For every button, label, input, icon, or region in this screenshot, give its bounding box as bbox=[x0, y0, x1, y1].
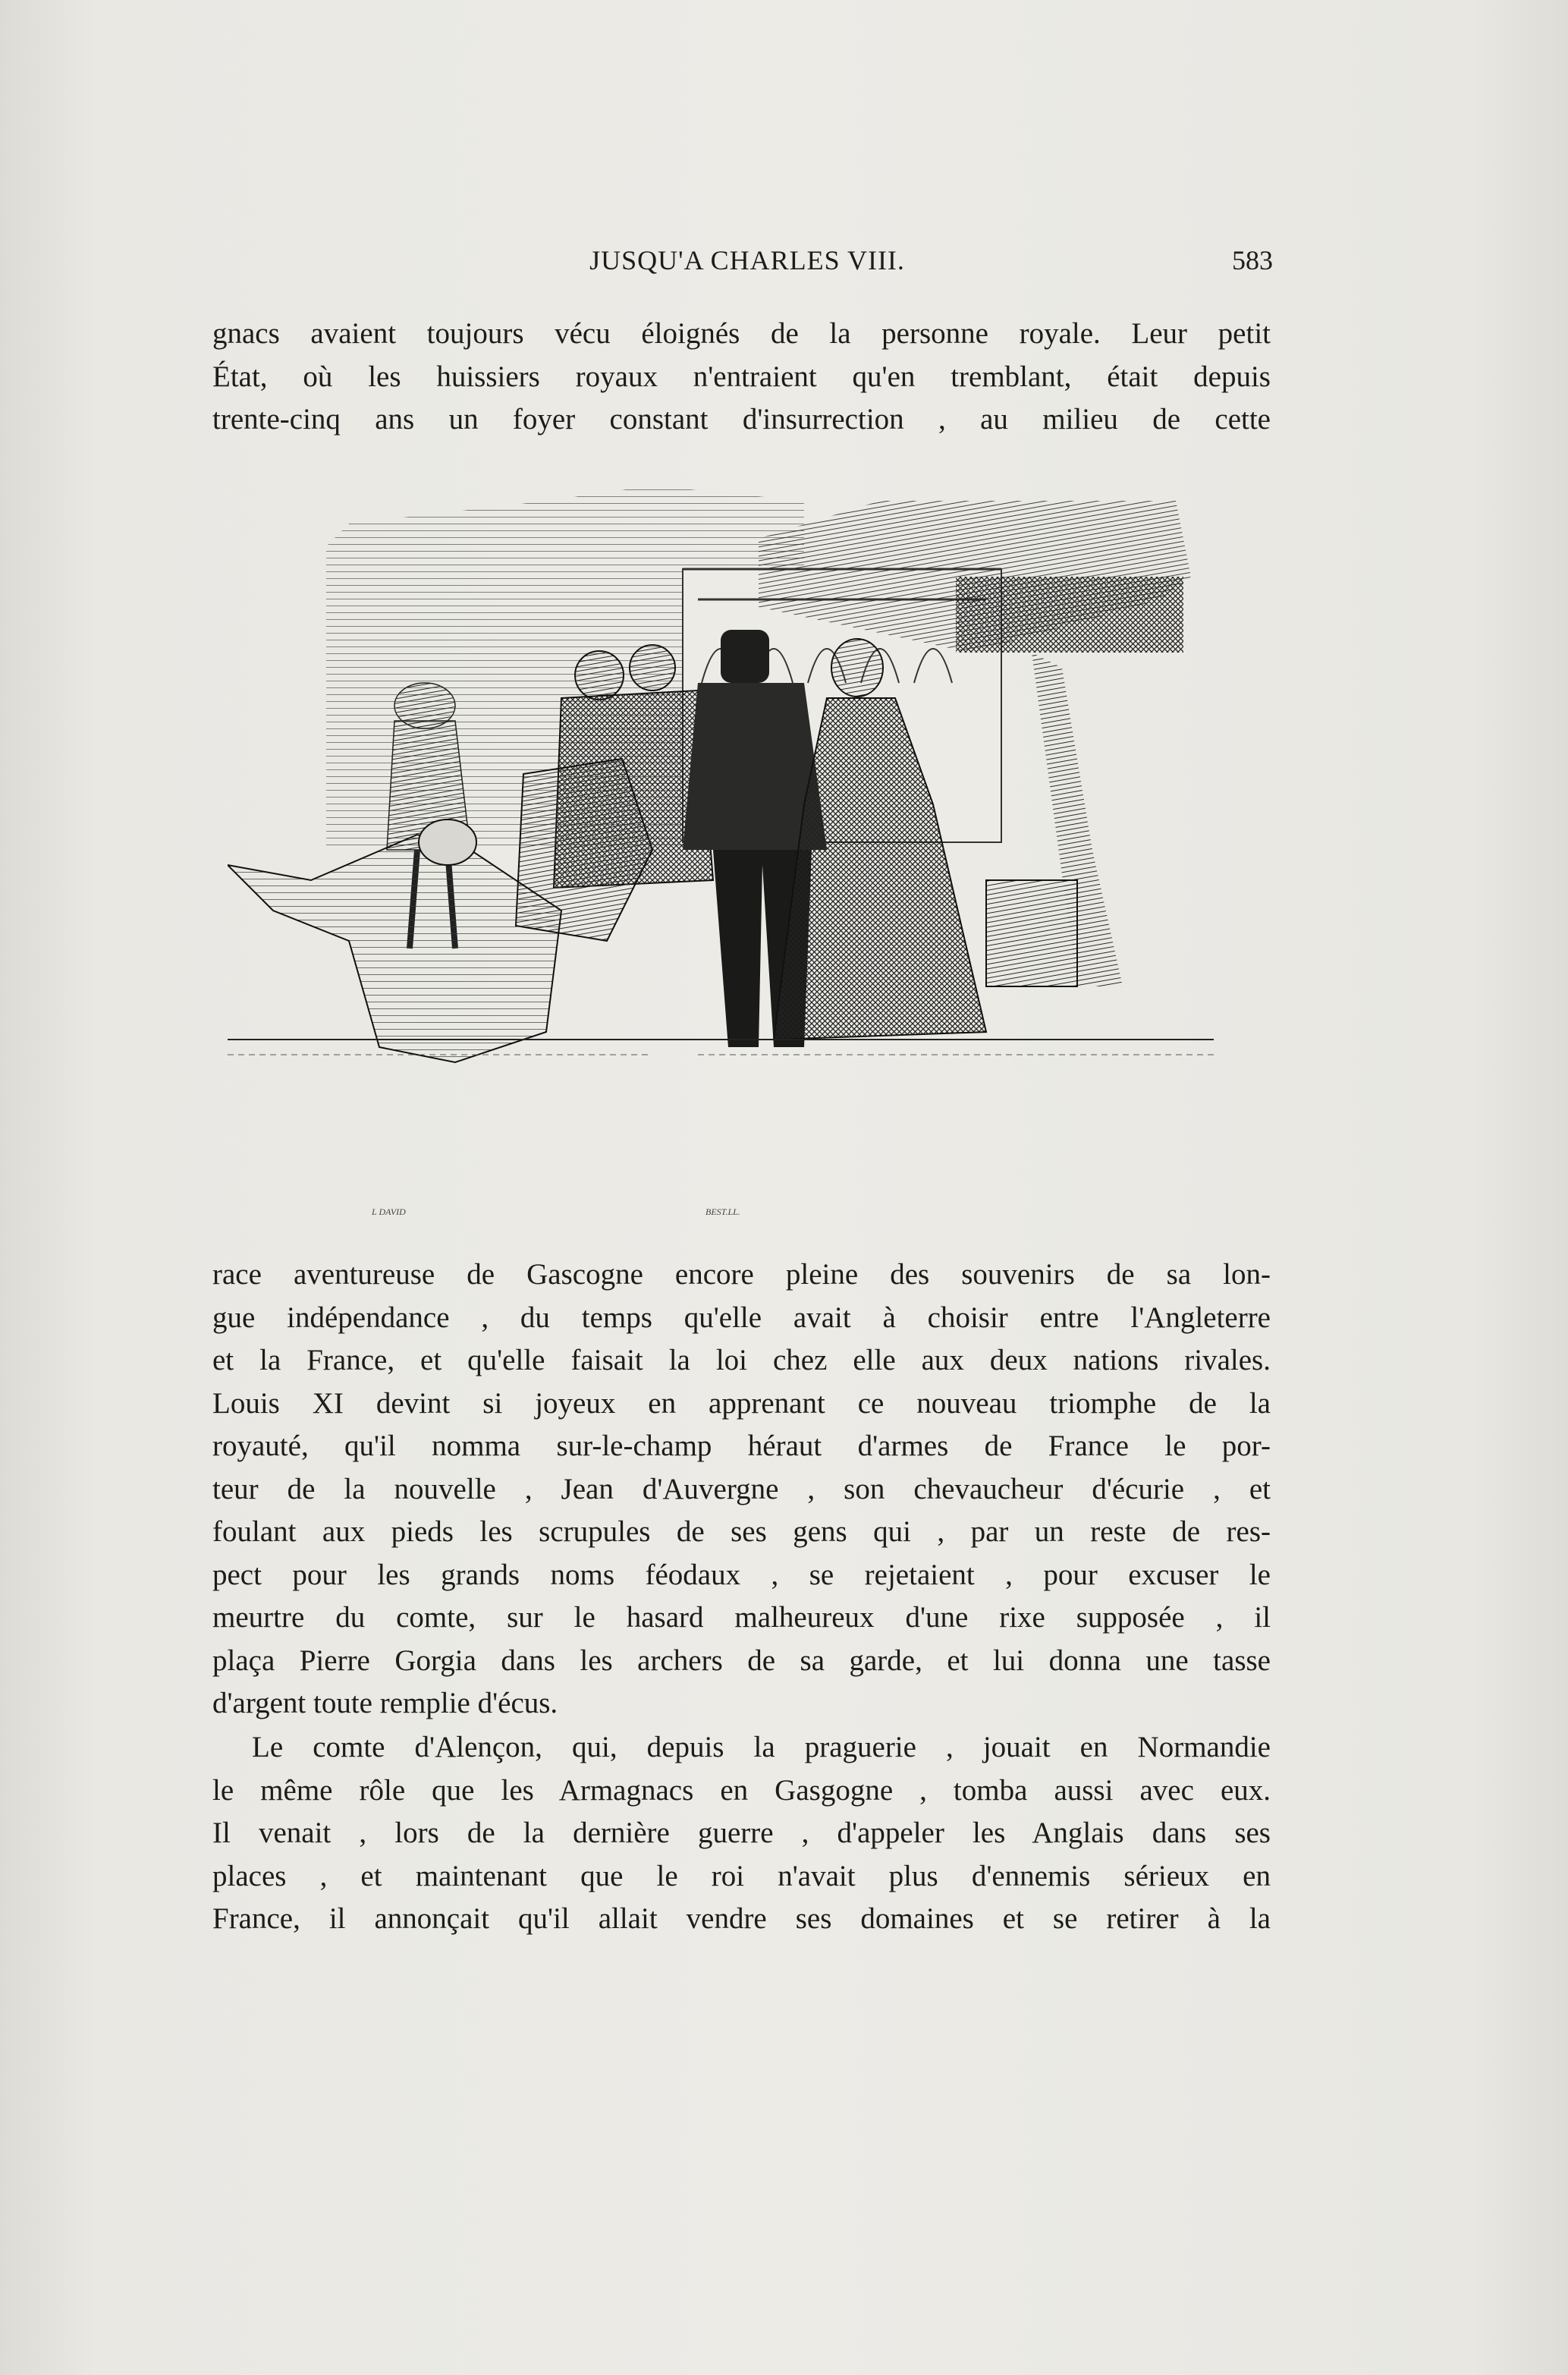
running-header bbox=[212, 241, 1282, 279]
text-line: État, où les huissiers royaux n'entraient qu'en tremblant, était depuis bbox=[212, 360, 1271, 393]
text-line: royauté, qu'il nomma sur-le-champ héraut d'armes de France le por- bbox=[212, 1430, 1271, 1462]
text-line: le même rôle que les Armagnacs en Gasgogne , tomba aussi avec eux. bbox=[212, 1773, 1271, 1807]
text-line: trente-cinq ans un foyer constant d'insurrection , au milieu de cette bbox=[212, 403, 1271, 436]
text-line: Louis XI devint si joyeux en apprenant ce nouveau triomphe de la bbox=[212, 1386, 1271, 1420]
knight-helm bbox=[721, 630, 769, 683]
fallen-head bbox=[419, 819, 476, 865]
text-line: Le comte d'Alençon, qui, depuis la praguerie , jouait en Normandie bbox=[252, 1731, 1271, 1763]
stool bbox=[986, 880, 1077, 986]
soldier-helmet bbox=[630, 645, 675, 690]
text-line: gue indépendance , du temps qu'elle avait à choisir entre l'Angleterre bbox=[212, 1301, 1271, 1334]
paragraph-before-illustration bbox=[212, 313, 1271, 442]
text-line: foulant aux pieds les scrupules de ses gens qui , par un reste de res- bbox=[212, 1515, 1271, 1548]
text-line: teur de la nouvelle , Jean d'Auvergne , son chevaucheur d'écurie , et bbox=[212, 1472, 1271, 1505]
text-line: France, il annonçait qu'il allait vendre ses domaines et se retirer à la bbox=[212, 1902, 1271, 1935]
lady-head bbox=[831, 639, 883, 697]
paragraph-after-illustration bbox=[212, 1254, 1271, 1725]
paragraph-final bbox=[212, 1726, 1271, 1941]
engraver-signature-right: BEST.LL. bbox=[705, 1206, 740, 1217]
soldier-helmet bbox=[575, 651, 624, 700]
carved-mantel bbox=[956, 577, 1183, 653]
text-line: d'argent toute remplie d'écus. bbox=[212, 1687, 558, 1719]
engraving-illustration bbox=[228, 455, 1267, 1222]
engraving-scene bbox=[228, 455, 1267, 1222]
page-number: 583 bbox=[1232, 245, 1273, 275]
text-line: pect pour les grands noms féodaux , se rejetaient , pour excuser le bbox=[212, 1558, 1271, 1591]
fallen-count bbox=[228, 835, 561, 1062]
text-line: plaça Pierre Gorgia dans les archers de sa garde, et lui donna une tasse bbox=[212, 1644, 1271, 1677]
text-line: Il venait , lors de la dernière guerre , d'appeler les Anglais dans ses bbox=[212, 1817, 1271, 1849]
text-line: gnacs avaient toujours vécu éloignés de la personne royale. Leur petit bbox=[212, 317, 1271, 350]
text-line: places , et maintenant que le roi n'avait plus d'ennemis sérieux en bbox=[212, 1859, 1271, 1892]
text-line: et la France, et qu'elle faisait la loi chez elle aux deux nations rivales. bbox=[212, 1344, 1271, 1376]
engraver-signature-left: L DAVID bbox=[372, 1206, 406, 1217]
text-line: race aventureuse de Gascogne encore pleine des souvenirs de sa lon- bbox=[212, 1258, 1271, 1291]
text-line: meurtre du comte, sur le hasard malheureux d'une rixe supposée , il bbox=[212, 1601, 1271, 1634]
running-title: JUSQU'A CHARLES VIII. bbox=[589, 245, 905, 275]
